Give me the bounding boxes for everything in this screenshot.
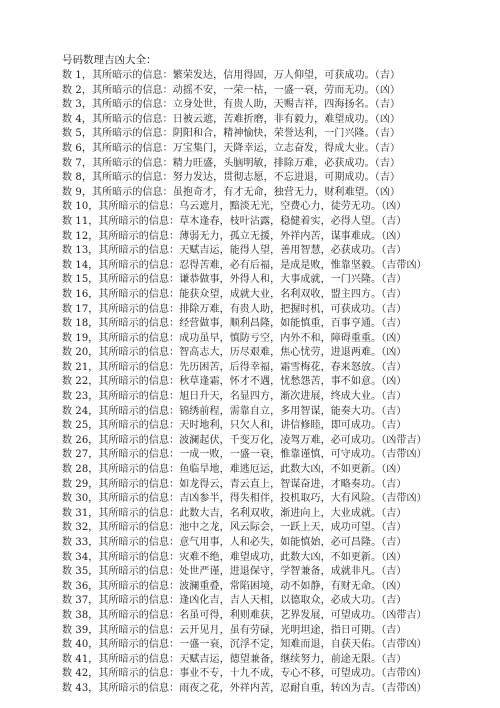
list-item: 数 42，其所暗示的信息：事业不专，十九不成，专心不移，可望成功。（吉带凶） bbox=[62, 668, 427, 680]
list-item: 数 9，其所暗示的信息：虽抱奇才，有才无命，独营无力，财利难望。（凶） bbox=[62, 186, 401, 198]
list-item: 数 8，其所暗示的信息：努力发达，贯彻志愿，不忘进退，可期成功。（吉） bbox=[62, 172, 401, 184]
list-item: 数 19，其所暗示的信息：成功虽早，慎防亏空，内外不和，障碍重重。（凶） bbox=[62, 332, 407, 344]
list-item: 数 5，其所暗示的信息：阴阳和合，精神愉快，荣誉达利，一门兴隆。（吉） bbox=[62, 128, 401, 140]
list-item: 数 31，其所暗示的信息：此数大吉，名利双收，渐进向上，大业成就。（吉） bbox=[62, 507, 407, 519]
list-item: 数 43，其所暗示的信息：雨夜之花，外祥内苦，忍耐自重，转凶为吉。（吉带凶） bbox=[62, 682, 427, 694]
list-item: 数 40，其所暗示的信息：一盛一衰，沉浮不定，知难而退，自获天佑。（吉带凶） bbox=[62, 639, 427, 651]
list-item: 数 22，其所暗示的信息：秋草逢霜，怀才不遇，忧愁怨苦，事不如意。（凶） bbox=[62, 376, 407, 388]
list-item: 数 2，其所暗示的信息：动摇不安，一荣一枯，一盛一衰，劳而无功。（凶） bbox=[62, 84, 401, 96]
list-item: 数 21，其所暗示的信息：先历困苦，后得幸福，霜雪梅花，春来怒放。（吉） bbox=[62, 361, 407, 373]
list-item: 数 25，其所暗示的信息：天时地利，只欠人和，讲信修睦，即可成功。（吉） bbox=[62, 420, 407, 432]
list-item: 数 33，其所暗示的信息：意气用事，人和必失，如能慎始，必可昌隆。（吉） bbox=[62, 537, 407, 548]
list-item: 数 3，其所暗示的信息：立身处世，有贵人助，天赐吉祥，四海扬名。（吉） bbox=[62, 99, 401, 111]
list-item: 数 18，其所暗示的信息：经营做事，顺利昌隆，如能慎重，百事亨通。（吉） bbox=[62, 318, 407, 330]
list-item: 数 41，其所暗示的信息：天赋吉运，德望兼备，继续努力，前途无限。（吉） bbox=[62, 653, 407, 665]
list-item: 数 10，其所暗示的信息：乌云遮月，黯淡无光，空费心力，徒劳无功。（凶） bbox=[62, 201, 407, 213]
list-item: 数 1，其所暗示的信息：繁荣发达，信用得固，万人仰望，可获成功。（吉） bbox=[62, 70, 401, 81]
list-item: 数 28，其所暗示的信息：鱼临旱地，难逃厄运，此数大凶，不如更新。（凶） bbox=[62, 464, 407, 476]
list-item: 数 7，其所暗示的信息：精力旺盛，头脑明敏，排除万难，必获成功。（吉） bbox=[62, 157, 401, 169]
list-item: 数 27，其所暗示的信息：一成一败，一盛一衰，惟靠谨慎，可守成功。（吉带凶） bbox=[62, 449, 427, 461]
list-item: 数 29，其所暗示的信息：如龙得云，青云直上，智谋奋进，才略奏功。（吉） bbox=[62, 478, 407, 490]
list-item: 数 38，其所暗示的信息：名虽可得，利则难获，艺界发展，可望成功。（凶带吉） bbox=[62, 609, 427, 621]
list-item: 数 23，其所暗示的信息：旭日升天，名显四方，渐次进展，终成大业。（吉） bbox=[62, 391, 407, 403]
list-item: 数 20，其所暗示的信息：智高志大，历尽艰难，焦心忧劳，进退两难。（凶） bbox=[62, 347, 407, 359]
list-item: 数 16，其所暗示的信息：能获众望，成就大业，名利双收，盟主四方。（吉） bbox=[62, 288, 407, 300]
entry-list bbox=[62, 69, 482, 697]
list-item: 数 37，其所暗示的信息：逢凶化吉，吉人天相，以德取众，必成大功。（吉） bbox=[62, 595, 407, 607]
list-item: 数 30，其所暗示的信息：吉凶参半，得失相伴，投机取巧，大有风险。（吉带凶） bbox=[62, 493, 427, 505]
list-item: 数 13，其所暗示的信息：天赋吉运，能得人望，善用智慧，必获成功。（吉） bbox=[62, 245, 407, 257]
document-title: 号码数理吉凶大全： bbox=[62, 54, 157, 66]
list-item: 数 14，其所暗示的信息：忍得苦难，必有后福，是成是败，惟靠坚毅。（吉带凶） bbox=[62, 259, 427, 271]
list-item: 数 39，其所暗示的信息：云开见月，虽有劳碌，光明坦途，指日可期。（吉） bbox=[62, 624, 407, 636]
list-item: 数 17，其所暗示的信息：排除万难，有贵人助，把握时机，可获成功。（吉） bbox=[62, 303, 407, 315]
list-item: 数 32，其所暗示的信息：池中之龙，风云际会，一跃上天，成功可望。（吉） bbox=[62, 522, 407, 534]
list-item: 数 6，其所暗示的信息：万宝集门，天降幸运，立志奋发，得成大业。（吉） bbox=[62, 142, 401, 154]
list-item: 数 12，其所暗示的信息：薄弱无力，孤立无援，外祥内苦，谋事难成。（凶） bbox=[62, 230, 407, 242]
list-item: 数 35，其所暗示的信息：处世严谨，进退保守，学智兼备，成就非凡。（吉） bbox=[62, 566, 407, 578]
list-item: 数 26，其所暗示的信息：波澜起伏，千变万化，凌驾万难，必可成功。（凶带吉） bbox=[62, 434, 427, 446]
document-body bbox=[62, 53, 482, 697]
list-item: 数 34，其所暗示的信息：灾难不绝，难望成功，此数大凶，不如更新。（凶） bbox=[62, 551, 407, 563]
list-item: 数 24，其所暗示的信息：锦绣前程，需靠自立，多用智谋，能奏大功。（吉） bbox=[62, 405, 407, 417]
list-item: 数 4，其所暗示的信息：日被云遮，苦难折磨，非有毅力，难望成功。（凶） bbox=[62, 113, 401, 125]
list-item: 数 36，其所暗示的信息：波澜重叠，常陷困境，动不如静，有财无命。（凶） bbox=[62, 580, 407, 592]
list-item: 数 15，其所暗示的信息：谦恭做事，外得人和，大事成就，一门兴隆。（吉） bbox=[62, 274, 407, 286]
list-item: 数 11，其所暗示的信息：草木逢春，枝叶沾露，稳健着实，必得人望。（吉） bbox=[62, 215, 407, 227]
